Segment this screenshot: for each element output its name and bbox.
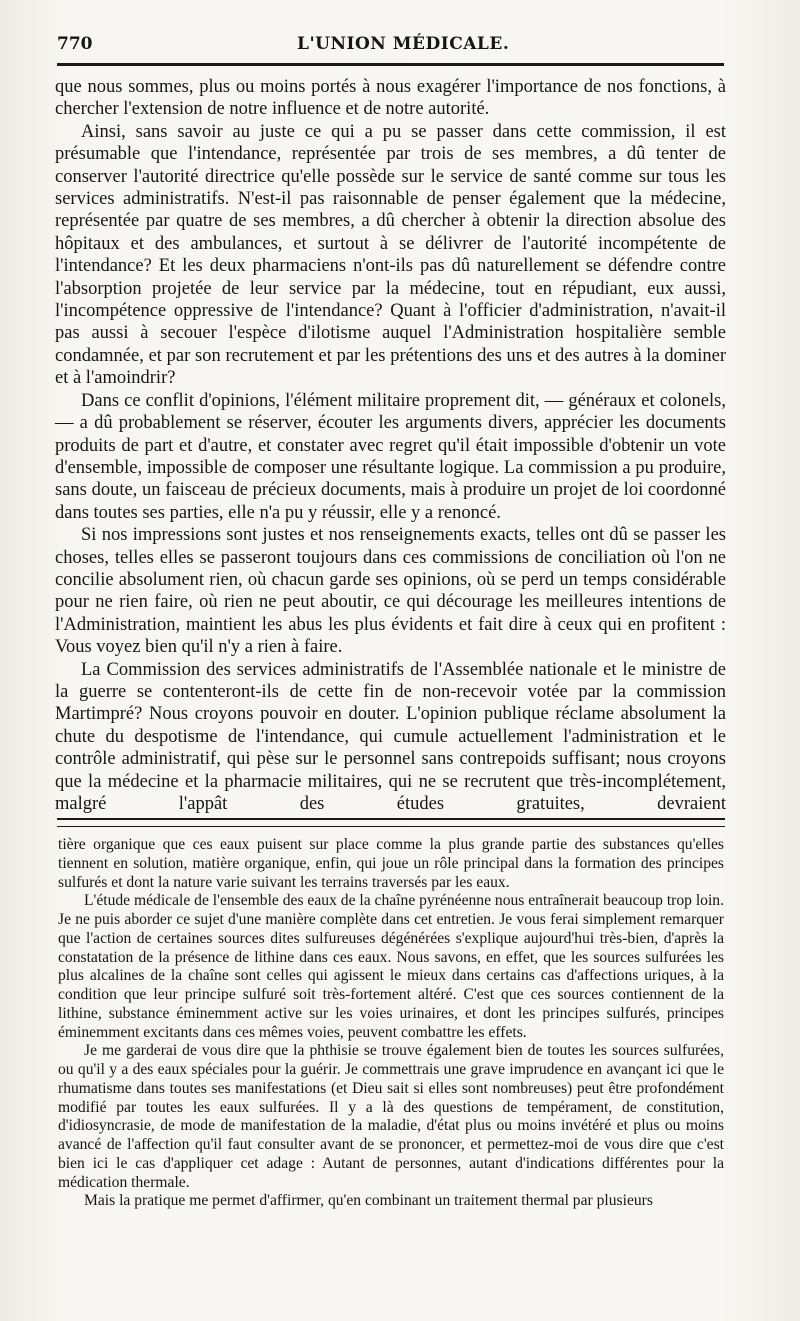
- page-number: 770: [57, 34, 93, 54]
- header-rule: [57, 63, 724, 66]
- article-paragraph: Dans ce conflit d'opinions, l'élément militaire proprement dit, — généraux et colonels, — a dû probablement se réserver, écouter les arguments divers, apprécier les documents produits de part et d'autre, et constater avec regret qu'il était impossible d'obtenir un vote d'ensemble, impossible de composer une résultante logique. La commission a pu produire, sans doute, un faisceau de précieux documents, mais à produire un projet de loi coordonné dans toutes ses parties, elle n'a pu y réussir, elle y a renoncé.: [55, 390, 726, 523]
- article-paragraph: Ainsi, sans savoir au juste ce qui a pu se passer dans cette commission, il est présumable que l'intendance, représentée par trois de ses membres, a dû tenter de conserver l'autorité directrice qu'elle possède sur le service de santé comme sur tous les services administratifs. N'est-il pas raisonnable de penser également que la médecine, représentée par quatre de ses membres, a dû chercher à obtenir la direction absolue des hôpitaux et des ambulances, et surtout à se délivrer de l'autorité incompétente de l'intendance? Et les deux pharmaciens n'ont-ils pas dû naturellement se défendre contre l'absorption projetée de leur service par la médecine, tout en répudiant, eux aussi, l'incompétence oppressive de l'intendance? Quant à l'officier d'administration, n'avait-il pas aussi à secouer l'espèce d'ilotisme auquel l'Administration hospitalière semble condamnée, et par son recrutement et par les prétentions des uns et des autres à la dominer et à l'amoindrir?: [55, 121, 726, 389]
- running-title: L'UNION MÉDICALE.: [297, 34, 510, 54]
- feuilleton-body: [58, 836, 724, 1211]
- feuilleton-paragraph: Mais la pratique me permet d'affirmer, qu'en combinant un traitement thermal par plusieurs: [84, 1192, 653, 1210]
- page-header: [57, 32, 727, 62]
- article-body: [55, 76, 726, 815]
- feuilleton-separator: [57, 818, 725, 827]
- feuilleton-paragraph: L'étude médicale de l'ensemble des eaux de la chaîne pyrénéenne nous entraînerait beaucoup trop loin. Je ne puis aborder ce sujet d'une manière complète dans cet entretien. Je vous ferai simplement remarquer que l'action de certaines sources dites sulfureuses dégénérées s'explique aujourd'hui très-bien, d'après la constatation de la présence de lithine dans ces eaux. Nous savons, en effet, que les sources sulfurées les plus alcalines de la chaîne sont celles qui agissent le mieux dans certains cas d'affections uriques, à la condition que leur principe sulfuré soit très-fortement altéré. C'est que ces sources contiennent de la lithine, substance éminemment active sur les voies urinaires, et dont les principes sulfurés, principes éminemment excitants dans ces mêmes voies, peuvent combattre les effets.: [58, 892, 724, 1041]
- feuilleton-paragraph: Je me garderai de vous dire que la phthisie se trouve également bien de toutes les sources sulfurées, ou qu'il y a des eaux spéciales pour la guérir. Je commettrais une grave imprudence en avançant ici que le rhumatisme dans toutes ses manifestations (et Dieu sait si elles sont nombreuses) peut être profondément modifié par toutes les eaux sulfurées. Il y a là des questions de tempérament, de constitution, d'idiosyncrasie, de mode de manifestation de la maladie, d'état plus ou moins invétéré et plus ou moins avancé de l'affection qu'il faut consulter avant de se prononcer, et permettez-moi de vous dire que c'est bien ici le cas d'appliquer cet adage : Autant de personnes, autant d'indications différentes pour la médication thermale.: [58, 1042, 724, 1191]
- feuilleton-paragraph: tière organique que ces eaux puisent sur place comme la plus grande partie des substances qu'elles tiennent en solution, matière organique, enfin, qui joue un rôle principal dans la formation des principes sulfurés et dont la nature varie suivant les terrains traversés par les eaux.: [58, 836, 724, 891]
- article-paragraph: La Commission des services administratifs de l'Assemblée nationale et le ministre de la guerre se contenteront-ils de cette fin de non-recevoir votée par la commission Martimpré? Nous croyons pouvoir en douter. L'opinion publique réclame absolument la chute du despotisme de l'intendance, qui cumule actuellement l'administration et le contrôle administratif, qui pèse sur le personnel sans contrepoids suffisant; nous croyons que la médecine et la pharmacie militaires, qui ne se recrutent que très-incomplétement, malgré l'appât des études gratuites, devraient: [55, 659, 726, 814]
- article-paragraph: que nous sommes, plus ou moins portés à nous exagérer l'importance de nos fonctions, à chercher l'extension de notre influence et de notre autorité.: [55, 77, 726, 120]
- article-paragraph: Si nos impressions sont justes et nos renseignements exacts, telles ont dû se passer les choses, telles elles se passeront toujours dans ces commissions de conciliation où l'on ne concilie absolument rien, où chacun garde ses opinions, où se perd un temps considérable pour ne rien faire, où rien ne peut aboutir, ce qui décourage les meilleures intentions de l'Administration, maintient les abus les plus évidents et fait dire à ceux qui en profitent : Vous voyez bien qu'il n'y a rien à faire.: [55, 525, 726, 658]
